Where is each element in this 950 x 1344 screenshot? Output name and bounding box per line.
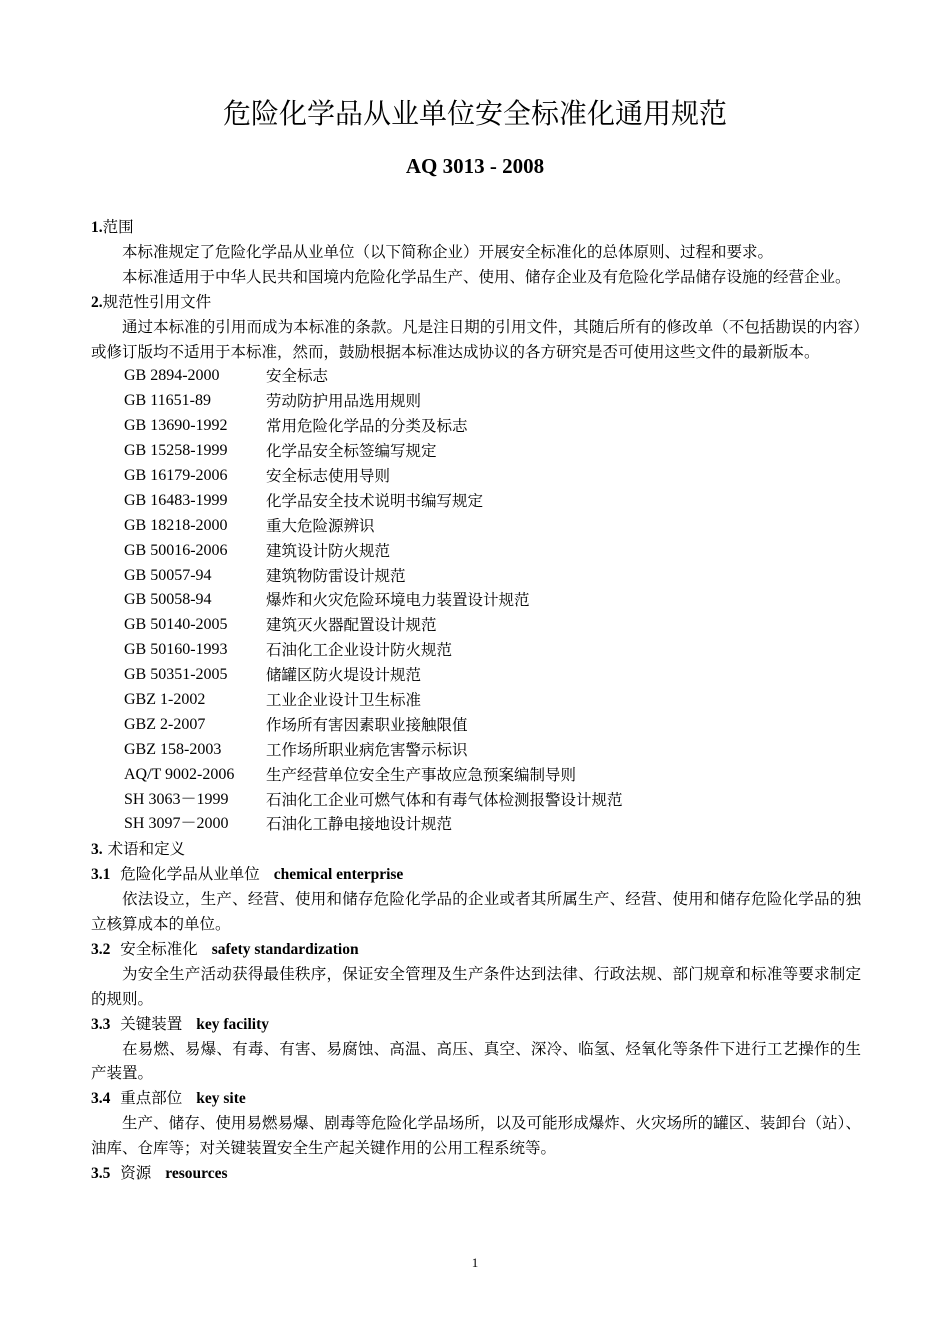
- reference-item: [91, 564, 861, 589]
- reference-name: 石油化工企业设计防火规范: [266, 641, 453, 660]
- reference-code: GB 50351-2005: [124, 666, 228, 684]
- reference-list: [91, 364, 861, 837]
- section-2-heading: [91, 290, 861, 315]
- paragraph: 本标准适用于中华人民共和国境内危险化学品生产、使用、储存企业及有危险化学品储存设施的经营企业。: [122, 267, 851, 286]
- reference-item: [91, 414, 861, 439]
- reference-item: [91, 439, 861, 464]
- term-number: 3.4: [91, 1090, 111, 1108]
- reference-item: [91, 588, 861, 613]
- reference-name: 安全标志使用导则: [266, 466, 391, 485]
- reference-name: 化学品安全技术说明书编写规定: [266, 491, 484, 510]
- reference-name: 劳动防护用品选用规则: [266, 392, 422, 411]
- reference-item: [91, 788, 861, 813]
- reference-item: [91, 389, 861, 414]
- reference-code: GBZ 2-2007: [124, 715, 206, 733]
- reference-name: 石油化工企业可燃气体和有毒气体检测报警设计规范: [266, 790, 623, 809]
- term-en: key site: [196, 1090, 246, 1108]
- reference-item: [91, 539, 861, 564]
- reference-name: 储罐区防火堤设计规范: [266, 666, 422, 685]
- reference-code: GB 13690-1992: [124, 417, 228, 435]
- reference-name: 化学品安全标签编写规定: [266, 442, 437, 461]
- term-zh: 资源: [120, 1164, 152, 1183]
- term-number: 3.1: [91, 866, 111, 884]
- reference-code: GB 16483-1999: [124, 491, 228, 509]
- term-zh: 关键装置: [120, 1014, 183, 1033]
- reference-name: 重大危险源辨识: [266, 516, 375, 535]
- section-number: 2.: [91, 293, 103, 311]
- term-en: chemical enterprise: [273, 866, 404, 884]
- reference-code: GB 2894-2000: [124, 367, 220, 385]
- reference-code: GB 15258-1999: [124, 442, 228, 460]
- reference-name: 建筑物防雷设计规范: [266, 566, 406, 585]
- reference-code: SH 3063－1999: [124, 790, 229, 808]
- reference-item: [91, 738, 861, 763]
- term-zh: 重点部位: [120, 1089, 183, 1108]
- term-heading-3-4: [91, 1086, 861, 1111]
- term-heading-3-5: [91, 1161, 861, 1186]
- section-number: 3.: [91, 841, 103, 859]
- paragraph: 本标准规定了危险化学品从业单位（以下简称企业）开展安全标准化的总体原则、过程和要求。: [122, 242, 774, 261]
- reference-code: GB 50016-2006: [124, 541, 228, 559]
- section-3-heading: [91, 837, 861, 862]
- term-number: 3.2: [91, 940, 111, 958]
- reference-item: [91, 688, 861, 713]
- reference-name: 安全标志: [266, 367, 329, 386]
- term-en: key facility: [196, 1015, 269, 1033]
- page-number: 1: [471, 1255, 479, 1270]
- reference-code: GB 50160-1993: [124, 641, 228, 659]
- reference-name: 石油化工静电接地设计规范: [266, 815, 453, 834]
- reference-item: [91, 763, 861, 788]
- reference-item: [91, 663, 861, 688]
- term-number: 3.3: [91, 1015, 111, 1033]
- reference-code: GB 50058-94: [124, 591, 212, 609]
- term-definition: 在易燃、易爆、有毒、有害、易腐蚀、高温、高压、真空、深冷、临氢、烃氧化等条件下进行工艺操作的生产装置。: [91, 1039, 861, 1083]
- reference-name: 建筑设计防火规范: [266, 541, 391, 560]
- section-1-heading: [91, 215, 861, 240]
- reference-item: [91, 489, 861, 514]
- reference-item: [91, 613, 861, 638]
- reference-item: [91, 364, 861, 389]
- reference-code: GB 16179-2006: [124, 466, 228, 484]
- reference-code: GB 50057-94: [124, 566, 212, 584]
- reference-code: AQ/T 9002-2006: [124, 765, 235, 783]
- reference-item: [91, 812, 861, 837]
- reference-item: [91, 464, 861, 489]
- term-heading-3-1: [91, 862, 861, 887]
- reference-name: 建筑灭火器配置设计规范: [266, 616, 437, 635]
- reference-name: 常用危险化学品的分类及标志: [266, 417, 468, 436]
- term-en: safety standardization: [211, 940, 359, 958]
- reference-name: 爆炸和火灾危险环境电力装置设计规范: [266, 591, 530, 610]
- reference-item: [91, 638, 861, 663]
- document-title: 危险化学品从业单位安全标准化通用规范: [222, 97, 727, 130]
- reference-code: GB 18218-2000: [124, 516, 228, 534]
- term-zh: 安全标准化: [120, 939, 198, 958]
- reference-code: SH 3097－2000: [124, 815, 229, 833]
- reference-code: GB 50140-2005: [124, 616, 228, 634]
- reference-name: 工业企业设计卫生标准: [266, 690, 422, 709]
- section-title: 范围: [102, 218, 134, 236]
- document-body: [91, 215, 861, 1186]
- reference-name: 生产经营单位安全生产事故应急预案编制导则: [266, 765, 577, 784]
- reference-code: GBZ 158-2003: [124, 740, 222, 758]
- reference-code: GBZ 1-2002: [124, 690, 206, 708]
- paragraph: 通过本标准的引用而成为本标准的条款。凡是注日期的引用文件，其随后所有的修改单（不包括勘误的内容）或修订版均不适用于本标准，然而，鼓励根据本标准达成协议的各方研究是否可使用这些文件的最新版本。: [91, 317, 861, 361]
- reference-item: [91, 713, 861, 738]
- term-definition: 为安全生产活动获得最佳秩序，保证安全管理及生产条件达到法律、行政法规、部门规章和标准等要求制定的规则。: [91, 964, 861, 1008]
- term-heading-3-3: [91, 1012, 861, 1037]
- reference-name: 工作场所职业病危害警示标识: [266, 740, 468, 759]
- term-zh: 危险化学品从业单位: [120, 865, 260, 884]
- reference-name: 作场所有害因素职业接触限值: [266, 715, 468, 734]
- term-en: resources: [165, 1165, 228, 1183]
- standard-code: AQ 3013 - 2008: [405, 154, 545, 178]
- section-title: 术语和定义: [107, 840, 186, 859]
- reference-item: [91, 514, 861, 539]
- term-number: 3.5: [91, 1165, 111, 1183]
- section-title: 规范性引用文件: [102, 292, 212, 311]
- term-heading-3-2: [91, 937, 861, 962]
- section-number: 1.: [91, 219, 103, 236]
- reference-code: GB 11651-89: [124, 392, 211, 410]
- term-definition: 依法设立，生产、经营、使用和储存危险化学品的企业或者其所属生产、经营、使用和储存危险化学品的独立核算成本的单位。: [91, 890, 861, 934]
- term-definition: 生产、储存、使用易燃易爆、剧毒等危险化学品场所，以及可能形成爆炸、火灾场所的罐区、装卸台（站）、油库、仓库等；对关键装置安全生产起关键作用的公用工程系统等。: [91, 1114, 861, 1158]
